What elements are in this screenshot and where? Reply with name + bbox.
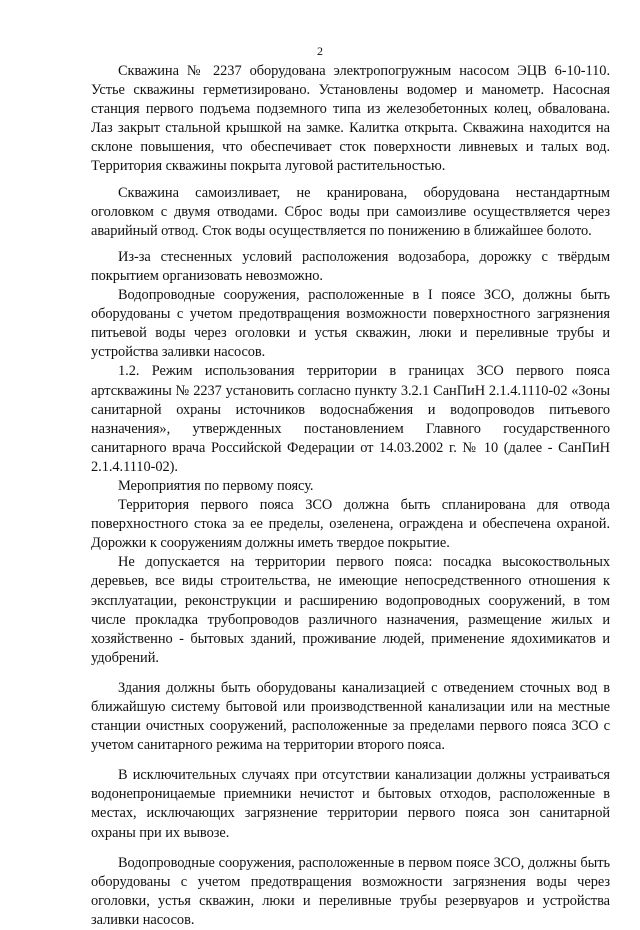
document-body bbox=[91, 62, 610, 930]
paragraph-water-structures-first-belt: Водопроводные сооружения, расположенные в первом поясе ЗСО, должны быть оборудованы с учетом предотвращения возможности загрязнения воды через оголовки, устья скважин, люки и переливные трубы резервуаров и устройства заливки насосов. bbox=[91, 854, 610, 928]
paragraph-prohibitions: Не допускается на территории первого пояса: посадка высокоствольных деревьев, все виды строительства, не имеющие непосредственного отношения к эксплуатации, реконструкции и расширению водопроводных сооружений, в том числе прокладка трубопроводов различного назначения, размещение жилых и хозяйственно - бытовых зданий, проживание людей, применение ядохимикатов и удобрений. bbox=[91, 554, 610, 666]
paragraph-self-flowing: Скважина самоизливает, не кранирована, оборудована нестандартным оголовком с двумя отводами. Сброс воды при самоизливе осуществляется через аварийный отвод. Сток воды осуществляется по понижению в ближайшее болото. bbox=[91, 184, 610, 239]
section-heading-first-zone: Мероприятия по первому поясу. bbox=[118, 477, 314, 494]
paragraph-regime-1-2: 1.2. Режим использования территории в границах ЗСО первого пояса артскважины № 2237 установить согласно пункту 3.2.1 СанПиН 2.1.4.1110-02 «Зоны санитарной охраны источников водоснабжения и водопроводов питьевого назначения», утвержденных постановлением Главного государственного санитарного врача Российской Федерации от 14.03.2002 г. № 10 (далее - СанПиН 2.1.4.1110-02). bbox=[91, 363, 610, 475]
paragraph-exceptional-cases: В исключительных случаях при отсутствии канализации должны устраиваться водонепроницаемые приемники нечистот и бытовых отходов, расположенные в местах, исключающих загрязнение территории первого пояса зон санитарной охраны при их вывозе. bbox=[91, 767, 610, 841]
paragraph-well-equipment: Скважина № 2237 оборудована электропогружным насосом ЭЦВ 6-10-110. Устье скважины герметизировано. Установлены водомер и манометр. Насосная станция первого подъема подземного типа из железобетонных колец, обвалована. Лаз закрыт стальной крышкой на замке. Калитка открыта. Скважина находится на склоне повышения, что обеспечивает сток поверхности ливневых и талых вод. Территория скважины покрыта луговой растительностью. bbox=[91, 63, 610, 175]
paragraph-water-structures-zone1: Водопроводные сооружения, расположенные в I поясе ЗСО, должны быть оборудованы с учетом предотвращения возможности поверхностного загрязнения питьевой воды через оголовки и устья скважин, люки и переливные трубы и устройства заливки насосов. bbox=[91, 287, 610, 361]
paragraph-sewerage: Здания должны быть оборудованы канализацией с отведением сточных вод в ближайшую систему бытовой или производственной канализации или на местные станции очистных сооружений, расположенные за пределами первого пояса ЗСО с учетом санитарного режима на территории второго пояса. bbox=[91, 679, 610, 754]
paragraph-territory-planning: Территория первого пояса ЗСО должна быть спланирована для отвода поверхностного стока за ее пределы, озеленена, ограждена и обеспечена охраной. Дорожки к сооружениям должны иметь твердое покрытие. bbox=[91, 497, 610, 552]
page-number: 2 bbox=[317, 44, 323, 58]
paragraph-path-coverage: Из-за стесненных условий расположения водозабора, дорожку с твёрдым покрытием организовать невозможно. bbox=[91, 248, 610, 284]
